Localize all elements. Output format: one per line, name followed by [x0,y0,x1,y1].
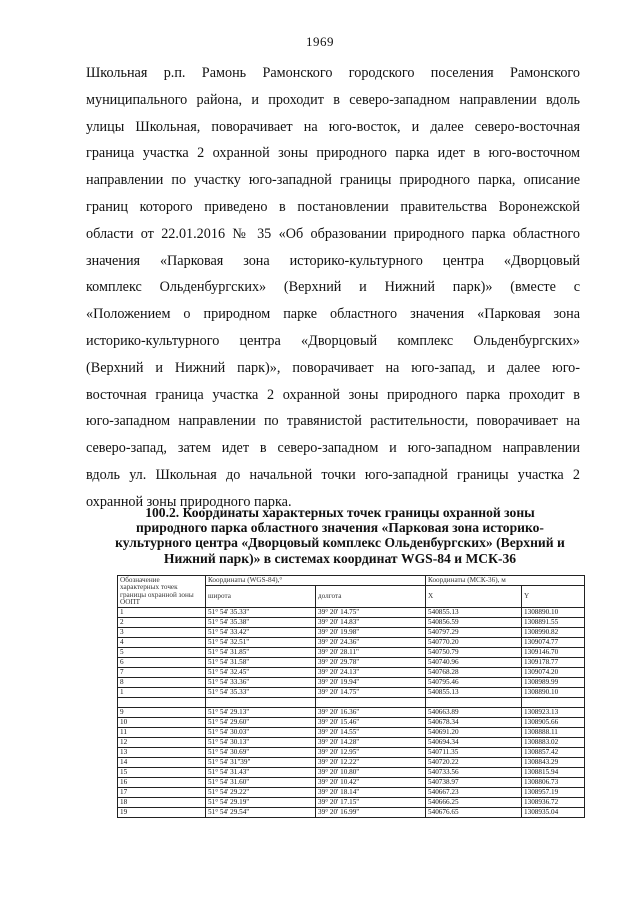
x-coordinate-cell: 540694.34 [426,738,522,748]
table-row [118,698,585,708]
x-coordinate-cell: 540738.97 [426,778,522,788]
longitude-cell: 39° 20' 24.36" [316,638,426,648]
header-designation-line: ООПТ [120,598,140,607]
table-row [118,788,585,798]
longitude-cell: 39° 20' 17.15" [316,798,426,808]
y-coordinate-cell: 1309146.70 [522,648,585,658]
longitude-cell: 39° 20' 10.80" [316,768,426,778]
y-coordinate-cell: 1308815.94 [522,768,585,778]
latitude-cell: 51° 54' 29.19" [206,798,316,808]
longitude-cell: 39° 20' 14.28" [316,738,426,748]
point-number-cell: 12 [118,738,206,748]
latitude-cell: 51° 54' 33.42" [206,628,316,638]
table-row [118,608,585,618]
y-coordinate-cell: 1309074.20 [522,668,585,678]
table-row [118,728,585,738]
latitude-cell: 51° 54' 29.60" [206,718,316,728]
longitude-cell: 39° 20' 16.99" [316,808,426,818]
x-coordinate-cell: 540663.89 [426,708,522,718]
table-row [118,678,585,688]
table-row [118,668,585,678]
longitude-cell: 39° 20' 24.13" [316,668,426,678]
x-coordinate-cell: 540691.20 [426,728,522,738]
x-coordinate-cell: 540856.59 [426,618,522,628]
latitude-cell: 51° 54' 31.58" [206,658,316,668]
y-coordinate-cell: 1308891.55 [522,618,585,628]
point-number-cell: 11 [118,728,206,738]
x-coordinate-cell: 540676.65 [426,808,522,818]
point-number-cell: 8 [118,678,206,688]
latitude-cell: 51° 54' 31.60" [206,778,316,788]
latitude-cell: 51° 54' 30.03" [206,728,316,738]
table-row [118,658,585,668]
point-number-cell: 19 [118,808,206,818]
longitude-cell: 39° 20' 14.83" [316,618,426,628]
longitude-cell: 39° 20' 19.98" [316,628,426,638]
table-row [118,748,585,758]
latitude-cell [206,698,316,708]
section-heading [100,505,580,566]
header-wgs: Координаты (WGS-84),° [206,576,426,586]
x-coordinate-cell: 540768.28 [426,668,522,678]
longitude-cell: 39° 20' 14.75" [316,688,426,698]
y-coordinate-cell: 1308843.29 [522,758,585,768]
header-longitude: долгота [316,586,426,608]
y-coordinate-cell: 1308957.19 [522,788,585,798]
heading-line: Нижний парк)» в системах координат WGS-84 и МСК-36 [163,550,517,566]
point-number-cell: 7 [118,668,206,678]
table-row [118,688,585,698]
longitude-cell: 39° 20' 14.75" [316,608,426,618]
paragraph-line: области от 22.01.2016 № 35 «Об образовании природного парка областного [86,225,580,242]
table-row [118,768,585,778]
point-number-cell: 15 [118,768,206,778]
paragraph-line: значения «Парковая зона историко-культурного центра «Дворцовый [86,252,580,269]
point-number-cell: 14 [118,758,206,768]
longitude-cell: 39° 20' 28.11" [316,648,426,658]
table-row [118,758,585,768]
y-coordinate-cell: 1308890.10 [522,608,585,618]
point-number-cell: 2 [118,618,206,628]
latitude-cell: 51° 54' 30.69" [206,748,316,758]
paragraph-line: восточная граница участка 2 охранной зоны природного парка проходит в [86,386,580,403]
coordinates-table [117,575,585,818]
latitude-cell: 51° 54' 30.13" [206,738,316,748]
x-coordinate-cell: 540733.56 [426,768,522,778]
longitude-cell: 39° 20' 12.22" [316,758,426,768]
x-coordinate-cell: 540666.25 [426,798,522,808]
table-row [118,798,585,808]
x-coordinate-cell: 540797.29 [426,628,522,638]
latitude-cell: 51° 54' 31.43" [206,768,316,778]
table-row [118,738,585,748]
longitude-cell: 39° 20' 12.95" [316,748,426,758]
point-number-cell: 4 [118,638,206,648]
point-number-cell: 18 [118,798,206,808]
paragraph-line: вдоль ул. Школьная до начальной точки юго-западной границы участка 2 [86,466,580,483]
longitude-cell: 39° 20' 18.14" [316,788,426,798]
point-number-cell: 16 [118,778,206,788]
y-coordinate-cell: 1308806.73 [522,778,585,788]
longitude-cell: 39° 20' 10.42" [316,778,426,788]
paragraph-line: Школьная р.п. Рамонь Рамонского городского поселения Рамонского [86,65,580,81]
latitude-cell: 51° 54' 35.33" [206,608,316,618]
latitude-cell: 51° 54' 29.13" [206,708,316,718]
y-coordinate-cell: 1308990.82 [522,628,585,638]
latitude-cell: 51° 54' 31"39" [206,758,316,768]
header-x: X [426,586,522,608]
y-coordinate-cell: 1308890.10 [522,688,585,698]
point-number-cell: 3 [118,628,206,638]
point-number-cell: 1 [118,688,206,698]
x-coordinate-cell: 540720.22 [426,758,522,768]
latitude-cell: 51° 54' 33.36" [206,678,316,688]
paragraph-line: муниципального района, и проходит в северо-западном направлении вдоль [86,91,580,108]
latitude-cell: 51° 54' 32.51" [206,638,316,648]
paragraph-line: улицы Школьная, поворачивает на юго-восток, и далее северо-восточная [86,118,580,135]
y-coordinate-cell: 1308857.42 [522,748,585,758]
paragraph-line: охранной зоны природного парка. [86,493,292,510]
heading-line: природного парка областного значения «Парковая зона историко- [136,520,544,536]
latitude-cell: 51° 54' 29.22" [206,788,316,798]
longitude-cell: 39° 20' 19.94" [316,678,426,688]
y-coordinate-cell: 1308935.04 [522,808,585,818]
table-row [118,638,585,648]
table-row [118,778,585,788]
body-paragraph [86,60,580,516]
latitude-cell: 51° 54' 35.33" [206,688,316,698]
point-number-cell: 13 [118,748,206,758]
y-coordinate-cell [522,698,585,708]
y-coordinate-cell: 1308923.13 [522,708,585,718]
paragraph-line: северо-запад, затем идет в северо-западном и юго-западном направлении [86,440,580,457]
header-designation-line: границы охранной зоны [120,590,194,599]
point-number-cell: 17 [118,788,206,798]
longitude-cell: 39° 20' 15.46" [316,718,426,728]
y-coordinate-cell: 1308936.72 [522,798,585,808]
y-coordinate-cell: 1308905.66 [522,718,585,728]
x-coordinate-cell: 540750.79 [426,648,522,658]
point-number-cell: 5 [118,648,206,658]
paragraph-line: граница участка 2 охранной зоны природного парка идет в юго-восточном [86,145,580,162]
y-coordinate-cell: 1309074.77 [522,638,585,648]
page-number: 1969 [306,34,334,49]
paragraph-line: историко-культурного центра «Дворцовый комплекс Ольденбургских» [86,332,580,349]
table-row [118,628,585,638]
latitude-cell: 51° 54' 35.38" [206,618,316,628]
y-coordinate-cell: 1308888.11 [522,728,585,738]
latitude-cell: 51° 54' 32.45" [206,668,316,678]
header-designation [118,576,206,608]
table-row [118,718,585,728]
y-coordinate-cell: 1308989.99 [522,678,585,688]
x-coordinate-cell: 540795.46 [426,678,522,688]
heading-line: 100.2. Координаты характерных точек границы охранной зоны [145,505,535,520]
longitude-cell: 39° 20' 29.78" [316,658,426,668]
table-row [118,618,585,628]
x-coordinate-cell: 540855.13 [426,688,522,698]
x-coordinate-cell [426,698,522,708]
heading-line: культурного центра «Дворцовый комплекс Ольденбургских» (Верхний и [115,535,565,551]
paragraph-line: «Положением о природном парке областного значения «Парковая зона [86,306,580,323]
longitude-cell: 39° 20' 14.55" [316,728,426,738]
y-coordinate-cell: 1309178.77 [522,658,585,668]
header-msk: Координаты (МСК-36), м [426,576,585,586]
paragraph-line: юго-западном направлении по травянистой растительности, поворачивает на [86,413,580,430]
paragraph-line: направлении по участку юго-западной границы природного парка, описание [86,172,580,189]
header-latitude: широта [206,586,316,608]
table-row [118,648,585,658]
paragraph-line: комплекс Ольденбургских» (Верхний и Нижний парк)» (вместе с [86,279,580,296]
x-coordinate-cell: 540667.23 [426,788,522,798]
table-row [118,708,585,718]
y-coordinate-cell: 1308883.02 [522,738,585,748]
table-row [118,808,585,818]
point-number-cell [118,698,206,708]
x-coordinate-cell: 540770.20 [426,638,522,648]
point-number-cell: 1 [118,608,206,618]
header-designation-line: Обозначение [120,576,160,584]
x-coordinate-cell: 540678.34 [426,718,522,728]
x-coordinate-cell: 540740.96 [426,658,522,668]
header-designation-line: характерных точек [120,583,178,592]
x-coordinate-cell: 540855.13 [426,608,522,618]
latitude-cell: 51° 54' 31.85" [206,648,316,658]
header-y: Y [522,586,585,608]
point-number-cell: 9 [118,708,206,718]
coordinates-table-body [118,608,585,818]
latitude-cell: 51° 54' 29.54" [206,808,316,818]
longitude-cell [316,698,426,708]
x-coordinate-cell: 540711.35 [426,748,522,758]
paragraph-line: границ которого приведено в постановлении правительства Воронежской [86,198,580,215]
point-number-cell: 10 [118,718,206,728]
point-number-cell: 6 [118,658,206,668]
paragraph-line: (Верхний и Нижний парк)», поворачивает на юго-запад, и далее юго- [86,359,580,376]
longitude-cell: 39° 20' 16.36" [316,708,426,718]
